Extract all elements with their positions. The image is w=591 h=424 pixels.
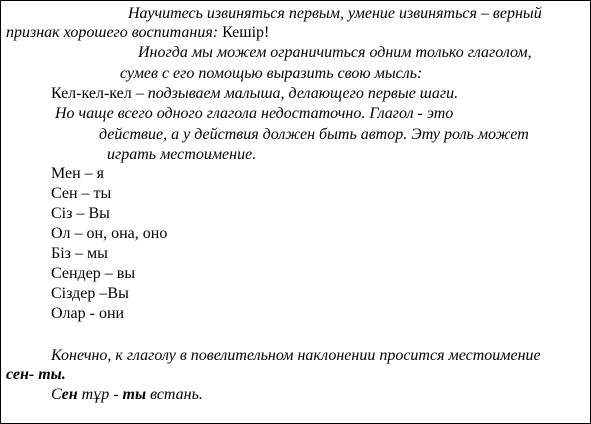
imperative-example-tur: тұр - bbox=[77, 386, 123, 403]
pronoun-item: Мен – я bbox=[51, 165, 105, 182]
pronoun-item: Сіздер –Вы bbox=[51, 285, 129, 302]
pronoun-note-line-3: играть местоимение. bbox=[107, 146, 257, 163]
verb-note-line-2: сумев с его помощью выразить свою мысль: bbox=[120, 65, 423, 82]
pronoun-item: Ол – он, она, оно bbox=[51, 225, 168, 242]
pronoun-item: Сіз – Вы bbox=[51, 205, 110, 222]
pronoun-item: Біз – мы bbox=[51, 245, 108, 262]
imperative-example-s: С bbox=[51, 386, 62, 403]
imperative-example-end: встань. bbox=[146, 386, 203, 403]
verb-note-line-1: Иногда мы можем ограничиться одним только глаголом, bbox=[138, 44, 532, 61]
example-kazakh: Кел-кел-кел bbox=[51, 85, 132, 102]
imperative-line-2: сен- ты. bbox=[6, 366, 66, 383]
intro-line-2-text: признак хорошего воспитания: bbox=[6, 24, 219, 41]
intro-line-1: Научитесь извиняться первым, умение извиняться – верный bbox=[128, 5, 542, 22]
intro-kazakh-word: Кешір! bbox=[222, 24, 270, 41]
pronoun-item: Олар - они bbox=[51, 305, 125, 322]
pronoun-item: Сендер – вы bbox=[51, 265, 136, 282]
pronoun-item: Сен – ты bbox=[51, 185, 112, 202]
pronoun-note-line-1: Но чаще всего одного глагола недостаточно. Глагол - это bbox=[55, 105, 454, 122]
imperative-example-en: ен bbox=[61, 386, 78, 403]
imperative-example-ty: ты bbox=[122, 386, 147, 403]
example-line bbox=[51, 84, 458, 103]
imperative-example bbox=[51, 385, 203, 404]
imperative-line-1: Конечно, к глаголу в повелительном наклонении просится местоимение bbox=[51, 347, 541, 364]
intro-line-2 bbox=[6, 23, 269, 42]
pronoun-note-line-2: действие, а у действия должен быть автор. Эту роль может bbox=[99, 126, 529, 143]
example-translation: – подзываем малыша, делающего первые шаги. bbox=[131, 85, 459, 102]
